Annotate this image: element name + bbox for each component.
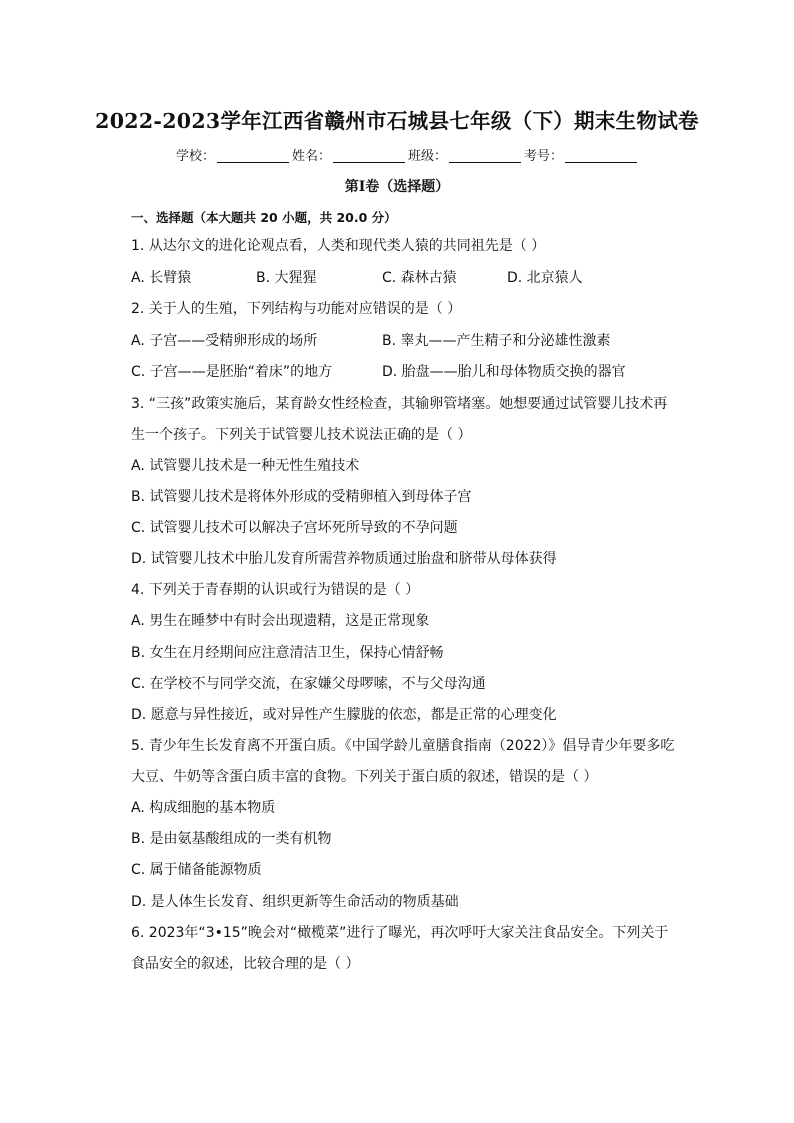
student-info-row <box>176 145 640 164</box>
question-2-option-b: B. 睾丸——产生精子和分泌雄性激素 <box>382 333 611 349</box>
part-heading: 第I卷（选择题） <box>344 179 450 195</box>
question-3-stem-line-2: 生一个孩子。下列关于试管婴儿技术说法正确的是（ ） <box>131 427 472 443</box>
question-4-option-b: B. 女生在月经期间应注意清洁卫生，保持心情舒畅 <box>131 645 444 661</box>
question-5-option-a: A. 构成细胞的基本物质 <box>131 800 276 816</box>
question-1-option-b: B. 大猩猩 <box>256 270 317 286</box>
question-1-option-d: D. 北京猿人 <box>507 270 583 286</box>
school-blank[interactable] <box>217 149 289 163</box>
question-5-stem-line-2: 大豆、牛奶等含蛋白质丰富的食物。下列关于蛋白质的叙述，错误的是（ ） <box>131 769 598 785</box>
question-4-option-a: A. 男生在睡梦中有时会出现遗精，这是正常现象 <box>131 613 430 629</box>
question-3-option-d: D. 试管婴儿技术中胎儿发育所需营养物质通过胎盘和脐带从母体获得 <box>131 551 557 567</box>
question-2-option-c: C. 子宫——是胚胎“着床”的地方 <box>131 364 333 380</box>
question-5-stem-line-1: 5. 青少年生长发育离不开蛋白质。《中国学龄儿童膳食指南（2022）》倡导青少年要多吃 <box>131 738 675 754</box>
question-6-stem-line-1: 6. 2023年“3•15”晚会对“橄榄菜”进行了曝光，再次呼吁大家关注食品安全。下列关于 <box>131 925 669 941</box>
question-4-option-c: C. 在学校不与同学交流，在家嫌父母啰嗦，不与父母沟通 <box>131 676 486 692</box>
name-blank[interactable] <box>333 149 405 163</box>
page-title: 2022-2023学年江西省赣州市石城县七年级（下）期末生物试卷 <box>95 109 699 133</box>
question-5-option-d: D. 是人体生长发育、组织更新等生命活动的物质基础 <box>131 894 459 910</box>
question-3-option-b: B. 试管婴儿技术是将体外形成的受精卵植入到母体子宫 <box>131 489 472 505</box>
question-2-stem: 2. 关于人的生殖，下列结构与功能对应错误的是（ ） <box>131 301 462 317</box>
exam-no-label: 考号： <box>524 149 564 164</box>
question-6-stem-line-2: 食品安全的叙述，比较合理的是（ ） <box>131 956 360 972</box>
school-label: 学校： <box>176 149 216 164</box>
question-4-option-d: D. 愿意与异性接近，或对异性产生朦胧的依恋，都是正常的心理变化 <box>131 707 557 723</box>
question-5-option-b: B. 是由氨基酸组成的一类有机物 <box>131 831 332 847</box>
question-3-option-c: C. 试管婴儿技术可以解决子宫坏死所导致的不孕问题 <box>131 520 458 536</box>
question-3-option-a: A. 试管婴儿技术是一种无性生殖技术 <box>131 458 360 474</box>
question-5-option-c: C. 属于储备能源物质 <box>131 862 262 878</box>
question-1-stem: 1. 从达尔文的进化论观点看，人类和现代类人猿的共同祖先是（ ） <box>131 238 546 254</box>
exam-no-blank[interactable] <box>565 149 637 163</box>
question-1-option-c: C. 森林古猿 <box>382 270 457 286</box>
question-1-option-a: A. 长臂猿 <box>131 270 192 286</box>
class-blank[interactable] <box>449 149 521 163</box>
question-2-option-d: D. 胎盘——胎儿和母体物质交换的器官 <box>382 364 626 380</box>
question-4-stem: 4. 下列关于青春期的认识或行为错误的是（ ） <box>131 582 420 598</box>
question-2-option-a: A. 子宫——受精卵形成的场所 <box>131 333 318 349</box>
class-label: 班级： <box>408 149 448 164</box>
question-3-stem-line-1: 3. “三孩”政策实施后，某育龄女性经检查，其输卵管堵塞。她想要通过试管婴儿技术再 <box>131 396 668 412</box>
section-heading: 一、选择题（本大题共 20 小题，共 20.0 分） <box>131 210 397 225</box>
name-label: 姓名： <box>292 149 332 164</box>
